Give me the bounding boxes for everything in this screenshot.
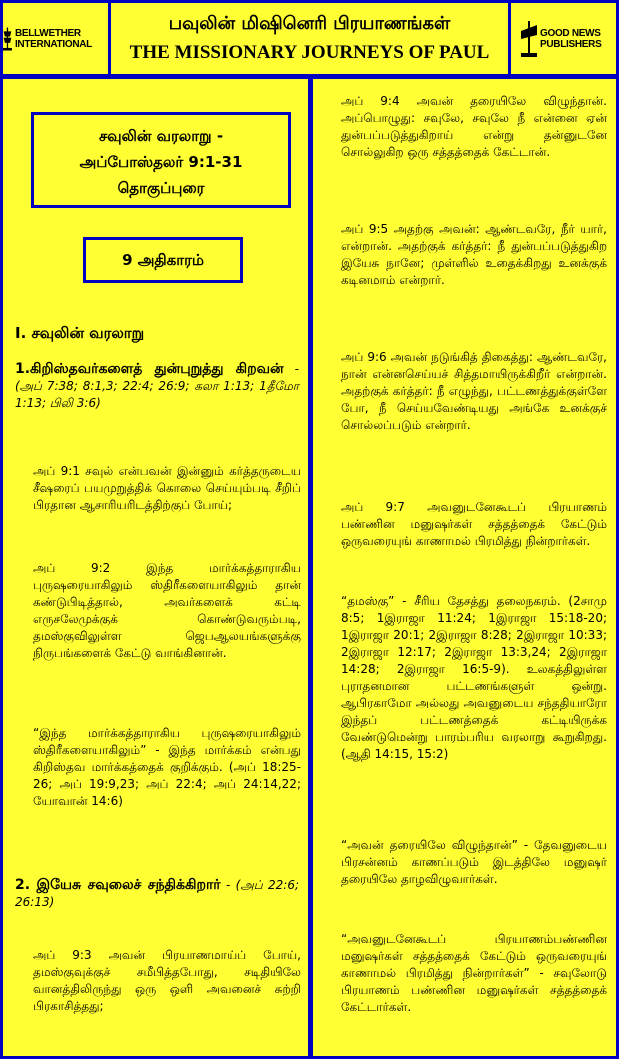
- paragraph-note-way: “இந்த மார்க்கத்தாராகிய புருஷரையாகிலும் ஸ்திரீகளையாகிலும்” - இந்த மார்க்கம் என்பது கிறிஸ்தவ மார்க்கத்தைக் குறிக்கும். (அப் 18:25-26; அப் 19:9,23; அப் 22:4; அப் 24:14,22; யோவான் 14:6): [33, 726, 301, 808]
- item-1-refs: - (அப் 7:38; 8:1,3; 22:4; 26:9; கலா 1:13; 1தீமோ 1:13; பிலி 3:6): [15, 362, 299, 410]
- paragraph-acts-9-6: அப் 9:6 அவன் நடுங்கித் திகைத்து: ஆண்டவரே, நான் என்னசெய்யச் சித்தமாயிருக்கிறீர் என்றான். அதற்குக் கர்த்தர்: நீ எழுந்து, பட்டணத்துக்குள்ளே போ, நீ செய்யவேண்டியது அங்கே உனக்குச் சொல்லப்படும் என்றார்.: [341, 350, 607, 432]
- paragraph-note-damascus: “தமஸ்கு” - சீரிய தேசத்து தலைநகரம். (2சாமு 8:5; 1இராஜா 11:24; 1இராஜா 15:18-20; 1இராஜா 20:1; 2இராஜா 8:28; 2இராஜா 10:33; 2இராஜா 12:17; 2இராஜா 13:3,24; 2இராஜா 14:28; 2இராஜா 16:5-9). உலகத்திலுள்ள புராதனமான பட்டணங்களுள் ஒன்று. ஆபிரகாமோ அல்லது அவனுடைய சந்ததியாரோ இந்தப் பட்டணத்தைக் கட்டியிருக்க வேண்டுமென்று பாரம்பரிய வரலாறு கூறுகிறது. (ஆதி 14:15, 15:2): [341, 594, 607, 761]
- bird-icon: [521, 19, 537, 59]
- bellwether-logo: [3, 3, 108, 74]
- left-column: [3, 79, 308, 1056]
- page-header: [111, 3, 508, 74]
- title-english: THE MISSIONARY JOURNEYS OF PAUL: [129, 42, 490, 63]
- topic-title-line-3: தொகுப்புரை: [117, 179, 205, 197]
- paragraph-acts-9-4: அப் 9:4 அவன் தரையிலே விழுந்தான். அப்பொழுது: சவுலே, சவுலே நீ என்னை ஏன் துன்பப்படுத்துகிறாய் என்று தன்னுடனே சொல்லுகிற ஒரு சத்தத்தைக் கேட்டான்.: [341, 94, 607, 159]
- paragraph-acts-9-5: அப் 9:5 அதற்கு அவன்: ஆண்டவரே, நீர் யார், என்றான். அதற்குக் கர்த்தர்: நீ துன்பப்படுத்துகிற இயேசு நானே; முள்ளில் உதைக்கிறது உனக்குக் கடினமாம் என்றார்.: [341, 222, 607, 287]
- chapter-box: 9 அதிகாரம்: [83, 237, 243, 283]
- paragraph-acts-9-2: அப் 9:2 இந்த மார்க்கத்தாராகிய புருஷரையாகிலும் ஸ்திரீகளையாகிலும் தான் கண்டுபிடித்தால், அவர்களைக் கட்டி எருசலேமுக்குக் கொண்டுவரும்படி, தமஸ்குவிலுள்ள ஜெபஆலயங்களுக்கு நிருபங்களைக் கேட்டு வாங்கினான்.: [33, 561, 301, 660]
- item-2: [15, 877, 299, 911]
- topic-title-line-2: அப்போஸ்தலர் 9:1-31: [79, 153, 243, 171]
- section-heading: I. சவுலின் வரலாறு: [15, 324, 145, 342]
- paragraph-acts-9-1: அப் 9:1 சவுல் என்பவன் இன்னும் கர்த்தருடைய சீஷரைப் பயமுறுத்திக் கொலை செய்யும்படி சீறிப் பிரதான ஆசாரியரிடத்திற்குப் போய்;: [33, 464, 301, 512]
- paragraph-note-companions: “அவனுடனேகூடப் பிரயாணம்பண்ணின மனுஷர்கள் சத்தத்தைக் கேட்டும் ஒருவரையுங் காணாமல் பிரமித்து நின்றார்கள்” - சவுலோடு பிரயாணம் பண்ணின மனுஷர்கள் சத்தத்தைக் கேட்டார்கள்.: [341, 932, 607, 1014]
- paragraph-acts-9-3: அப் 9:3 அவன் பிரயாணமாய்ப் போய், தமஸ்குவுக்குச் சமீபித்தபோது, சடிதியிலே வானத்திலிருந்து ஒரு ஒளி அவனைச் சுற்றி பிரகாசித்தது;: [33, 948, 301, 1013]
- paragraph-note-fell: “அவன் தரையிலே விழுந்தான்” - தேவனுடைய பிரசன்னம் காணப்படும் இடத்திலே மனுஷர் தரையிலே தாழவிழுவார்கள்.: [341, 838, 607, 886]
- item-2-title: 2. இயேசு சவுலைச் சந்திக்கிறார்: [15, 877, 221, 893]
- topic-title-line-1: சவுலின் வரலாறு -: [98, 127, 224, 145]
- paragraph-acts-9-7: அப் 9:7 அவனுடனேகூடப் பிரயாணம் பண்ணின மனுஷர்கள் சத்தத்தைக் கேட்டும் ஒருவரையுங் காணாமல் பிரமித்து நின்றார்கள்.: [341, 500, 607, 548]
- good-news-logo: [511, 3, 616, 74]
- topic-title-box: [31, 112, 291, 208]
- title-tamil: பவுலின் மிஷினெரி பிரயாணங்கள்: [168, 13, 451, 34]
- bellwether-logo-text: BELLWETHER INTERNATIONAL: [14, 27, 92, 50]
- item-1-title: 1.கிறிஸ்தவர்களைத் துன்புறுத்து கிறவன்: [15, 361, 284, 377]
- ship-icon: [3, 19, 12, 59]
- item-1: [15, 361, 299, 412]
- right-column: [313, 79, 616, 1056]
- item-2-refs: - (அப் 22:6; 26:13): [15, 878, 299, 909]
- good-news-logo-text: GOOD NEWS PUBLISHERS: [540, 27, 602, 50]
